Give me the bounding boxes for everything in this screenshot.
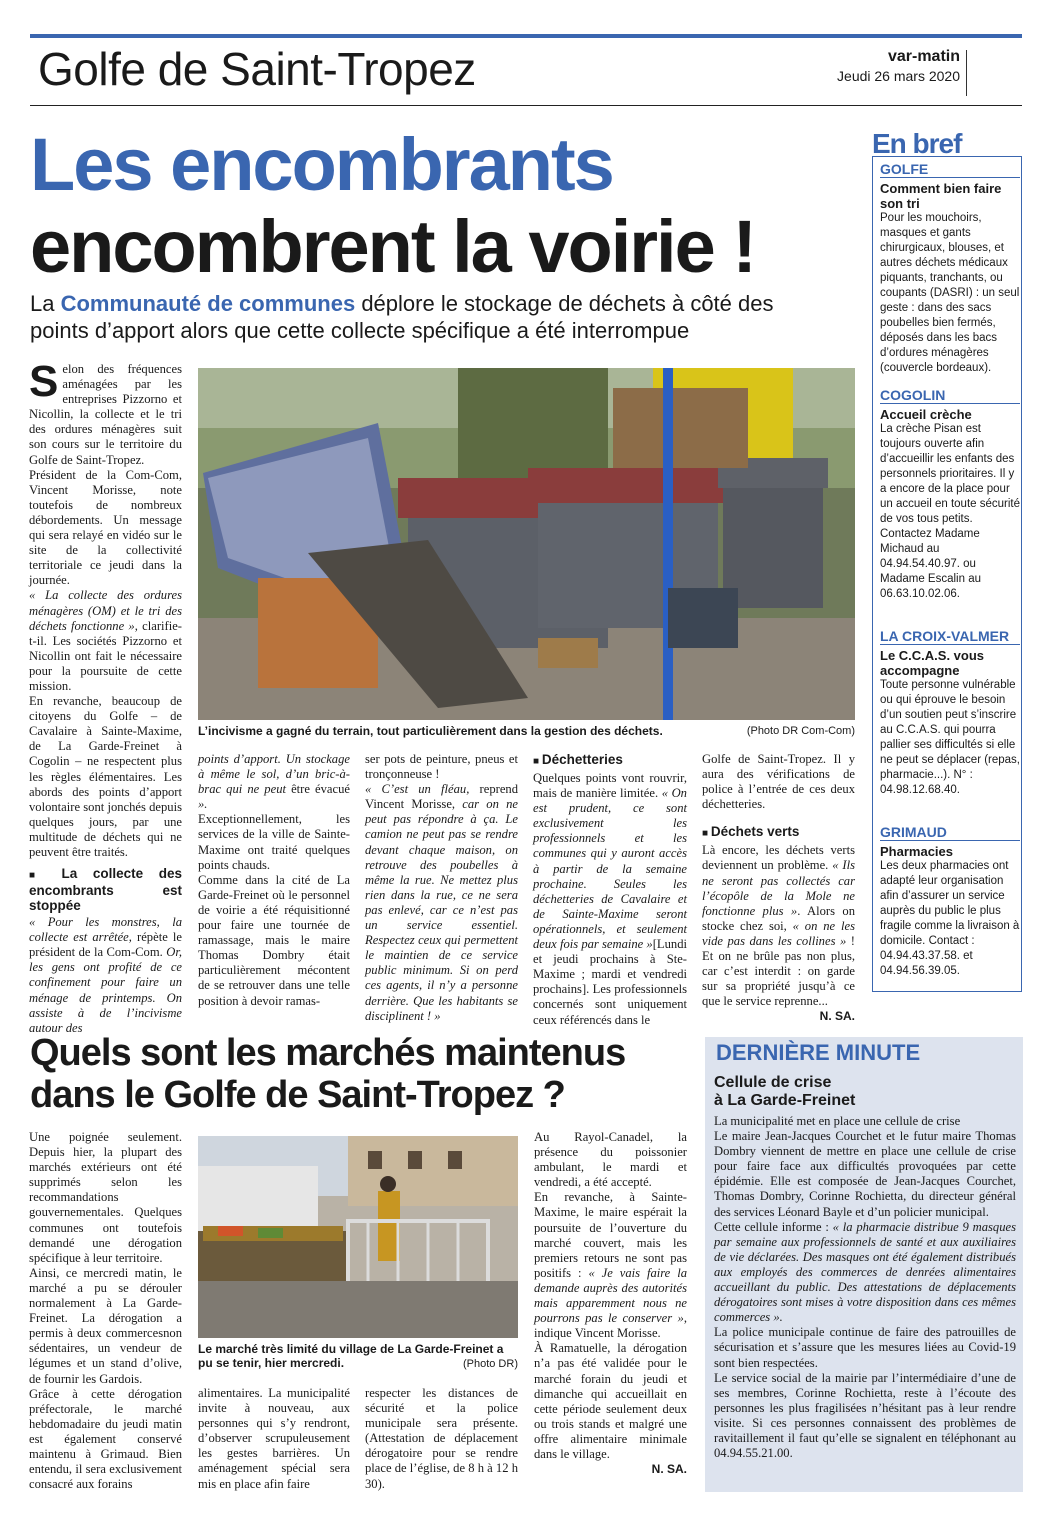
paragraph xyxy=(714,1220,1016,1326)
top-accent-bar xyxy=(30,34,1022,38)
text: [Lundi et jeudi prochains à Ste-Maxime ; mardi et vendredi prochains]. Les professionnels concernés sont uniquement ceux référencés dans le xyxy=(533,937,687,1027)
text: , indique Vincent Morisse. xyxy=(534,1311,687,1341)
text: En revanche, à Sainte-Maxime, le maire espérait la poursuite de l’ouverture du marché couvert, mais les premiers retours ne sont pas positifs : xyxy=(534,1190,687,1280)
quote: ». xyxy=(198,797,208,812)
dropcap: S xyxy=(29,357,59,406)
paragraph: ser pots de peinture, pneus et tronçonneuse ! xyxy=(365,752,518,782)
brief-title: Le C.C.A.S. vous accompagne xyxy=(880,648,985,678)
quote: car on ne peut pas répondre à ça. Le camion ne peut pas se rendre devant chaque maison, on retrouve des poubelles à même la rue. Ne mettez plus rien dans la rue, ce ne sera pas enlevé, car ce n’est pas un service essentiel. Respectez ceux qui permettent le maintien de ce service public minimum. Si on perd ces agents, il n’y a personne derrière. Que les habitants se disciplinent ! » xyxy=(365,797,518,1023)
brief-item-la-croix-valmer xyxy=(880,629,1020,798)
paragraph: elon des fréquences aménagées par les entreprises Pizzorno et Nicollin, la collecte et le tri des ordures ménagères suit son cours sur le territoire du Golfe de Saint-Tropez. xyxy=(29,362,182,467)
brief-title: Accueil crèche xyxy=(880,407,972,422)
article1-column-2 xyxy=(198,752,350,1009)
article2-column-4 xyxy=(534,1130,687,1477)
brief-item-grimaud xyxy=(880,825,1020,979)
paragraph: respecter les distances de sécurité et la police municipale sera présente. (Attestation de déplacement dérogatoire pour se rendre place de l’église, de 8 h à 12 h 30). xyxy=(365,1386,518,1491)
article2-column-2 xyxy=(198,1386,350,1492)
article1-photo-caption: L’incivisme a gagné du terrain, tout particulièrement dans la gestion des déchets. xyxy=(198,724,663,738)
article1-column-4 xyxy=(533,752,687,1028)
brief-item-cogolin xyxy=(880,388,1020,602)
article1-column-3 xyxy=(365,752,518,1024)
paragraph: Le service social de la mairie par l’intermédiaire d’une de ses membres, Corinne Rochietta, reste à l’écoute des personnes les plus fragilisées n’hésitant pas à leur rendre visite. Si ces personnes connaissent des problèmes de ravitaillement il faut qu’elle se signalent en téléphonant au 04.94.55.21.00. xyxy=(714,1370,1016,1461)
text: répète le président de la Com-Com. xyxy=(29,930,182,960)
en-bref-title: En bref xyxy=(872,128,962,159)
waste-bins-photo-illustration xyxy=(198,368,855,720)
text: , clarifie-t-il. Les sociétés Pizzorno et Nicollin ont fait le nécessaire pour la poursuite de cette mission. xyxy=(29,618,182,693)
lede-prefix: La xyxy=(30,291,61,316)
text: être évacué xyxy=(286,782,350,797)
quote: « C’est un fléau, xyxy=(365,782,470,797)
article1-photo xyxy=(198,368,855,720)
quote: « Ils ne seront pas collectés car l’écopôle de la Mole ne fonctionne plus » xyxy=(702,858,855,918)
brief-title: Pharmacies xyxy=(880,844,953,859)
article2-photo-credit: (Photo DR) xyxy=(462,1358,518,1370)
brief-title: Comment bien faire son tri xyxy=(880,181,1002,211)
article2-photo-caption: Le marché très limité du village de La Garde-Freinet a pu se tenir, hier mercredi. xyxy=(198,1342,504,1370)
paragraph: Au Rayol-Canadel, la présence du poissonier ambulant, le mardi et vendredi, a été accepté. xyxy=(534,1130,687,1190)
paragraph: Exceptionnellement, les services de la ville de Sainte-Maxime ont traité quelques points chauds. xyxy=(198,812,350,872)
article1-headline-line2: encombrent la voirie ! xyxy=(30,205,755,288)
brief-town: GOLFE xyxy=(880,162,1020,178)
lede-rest: déplore le stockage de déchets à côté des points d’apport alors que cette collecte spécifique a été interrompue xyxy=(30,291,774,343)
paragraph: Ainsi, ce mercredi matin, le marché a pu se dérouler normalement à La Garde-Freinet. La dérogation a permis à deux commercesnon sédentaires, un vendeur de légumes et un stand d’olive, de fournir les Gardois. xyxy=(29,1265,182,1386)
quote: « Je vais faire la demande auprès des autorités mais apparemment nous ne pourrons pas le conserver » xyxy=(534,1265,687,1326)
brief-body: La crèche Pisan est toujours ouverte afin d’accueillir les enfants des personnels prioritaires. Il y a encore de la place pour un accueil en toute sécurité de vos tous petits. Contactez Madame Michaud au 04.94.54.40.97. ou Madame Escalin au 06.63.10.02.06. xyxy=(880,423,1021,600)
article2-headline: Quels sont les marchés maintenus dans le Golfe de Saint-Tropez ? xyxy=(30,1032,626,1116)
text: Là encore, les déchets verts deviennent un problème. xyxy=(702,843,855,873)
paragraph xyxy=(29,588,182,694)
issue-date: Jeudi 26 mars 2020 xyxy=(837,68,960,84)
text: . Alors on stocke chez soi, xyxy=(702,903,855,933)
section-title: Golfe de Saint-Tropez xyxy=(38,43,476,95)
header-rule xyxy=(30,105,1022,106)
article1-photo-credit: (Photo DR Com-Com) xyxy=(746,725,855,737)
subheading-dechets-verts: ■ Déchets verts xyxy=(702,824,855,841)
paragraph: À Ramatuelle, la dérogation n’a pas été validée pour le marché forain du jeudi et dimanche qui accueillait en cette période seulement deux ou trois stands et malgré une offre alimentaire minimale dans le village. xyxy=(534,1341,687,1461)
article1-headline-line1: Les encombrants xyxy=(30,123,613,206)
brief-body: Toute personne vulnérable ou qui éprouve le besoin d’un soutien peut s’inscrire au C.C.A.S. qui pourra pallier ses difficultés si elle ne peut se déplacer (repas, pharmacie...). N° : 04.98.12.68.40. xyxy=(880,679,1021,796)
article2-column-1 xyxy=(29,1130,182,1492)
newspaper-brand: var-matin xyxy=(887,48,960,65)
brief-item-golfe xyxy=(880,162,1020,376)
paragraph: La municipalité met en place une cellule de crise xyxy=(714,1114,961,1128)
article2-signature: N. SA. xyxy=(651,1462,687,1477)
paragraph: En revanche, beaucoup de citoyens du Golfe – de Cavalaire à Sainte-Maxime, de La Garde-Freinet à Cogolin – ne respectent plus les règles élémentaires. Les abords des points d’apport volontaire sont jonchés depuis quelques jours, par une multitude de déchets qui ne peuvent être traités. xyxy=(29,694,182,859)
paragraph: Grâce à cette dérogation préfectorale, le marché hebdomadaire du jeudi matin est également conservé maintenu à Grimaud. Bien entendu, il sera exclusivement consacré aux forains xyxy=(29,1386,182,1492)
text: Cette cellule informe : xyxy=(714,1219,833,1234)
derniere-minute-body xyxy=(714,1114,1016,1461)
paragraph: Le maire Jean-Jacques Courchet et le futur maire Thomas Dombry viennent de mettre en place une cellule de crise pour faire face aux difficultés provoquées par cette épidémie. Elle est composée de Jean-Jacques Courchet, Thomas Dombry, Corinne Rochietta, du directeur général des services Léonard Bayle et d’un policier municipal. xyxy=(714,1129,1016,1219)
brief-town: LA CROIX-VALMER xyxy=(880,629,1020,645)
paragraph xyxy=(198,752,350,812)
quote: « la pharmacie distribue 9 masques par semaine aux professionnels de santé et aux auxiliaires de vie déclarées. Des masques ont été également distribués aux employés des commerces de denrées alimentaires accueillant du public. Des attestations de déplacements dérogatoires sont mises à votre disposition dans ces mêmes commerces ». xyxy=(714,1219,1016,1325)
derniere-minute-label: DERNIÈRE MINUTE xyxy=(716,1040,921,1065)
quote: « La collecte des ordures ménagères (OM) et le tri des déchets fonctionne » xyxy=(29,588,182,633)
title-line-2: à La Garde-Freinet xyxy=(714,1092,856,1109)
article2-photo xyxy=(198,1136,518,1338)
paragraph xyxy=(29,915,182,1036)
text: Quelques points vont rouvrir, mais de manière limitée. xyxy=(533,771,687,801)
paragraph: Golfe de Saint-Tropez. Il y aura des vérifications de police à l’entrée de ces deux déchetteries. xyxy=(702,752,855,812)
header-divider xyxy=(966,50,967,96)
title-line-1: Cellule de crise xyxy=(714,1074,832,1091)
paragraph: alimentaires. La municipalité invite à nouveau, aux personnes qui s’y rendront, d’observer scrupuleusement les gestes barrières. Un aménagement spécial sera mis en place afin faire xyxy=(198,1386,350,1491)
paragraph xyxy=(534,1190,687,1341)
lede-highlight: Communauté de communes xyxy=(60,291,356,316)
quote: « on ne les vide pas dans les collines » xyxy=(702,918,855,948)
derniere-minute-title xyxy=(714,1074,855,1110)
article1-column-1 xyxy=(29,357,182,1036)
article1-column-5 xyxy=(702,752,855,1025)
brief-body: Pour les mouchoirs, masques et gants chirurgicaux, blouses, et autres déchets médicaux piquants, tranchants, ou coupants (DASRI) : un seul geste : dans des sacs poubelles bien fermés, déposés dans les bacs d’ordures ménagères (couvercle bordeaux). xyxy=(880,212,1020,374)
text: ! Et on ne brûle pas non plus, car c’est interdit : on garde sur sa propriété jusqu’à ce que le service reprenne... xyxy=(702,933,856,1009)
paragraph: La police municipale continue de faire des patrouilles de sécurisation et s’assure que les mesures liées au Covid-19 sont bien respectées. xyxy=(714,1325,1016,1370)
paragraph xyxy=(702,843,855,1009)
paragraph xyxy=(533,771,687,1028)
article1-lede xyxy=(30,290,830,344)
article1-signature: N. SA. xyxy=(819,1009,855,1024)
paragraph: Comme dans la cité de La Garde-Freinet où le personnel de voirie a été réquisitionné pour faire une tournée de ramassage, mais le maire Thomas Dombry était particulièrement mécontent de se retrouver dans une telle position à devoir ramas- xyxy=(198,872,350,1008)
paragraph xyxy=(365,782,518,1024)
subheading-dechetteries: ■ Déchetteries xyxy=(533,752,687,769)
paragraph: Président de la Com-Com, Vincent Morisse, note toutefois de nombreux débordements. Un message qui sera relayé en vidéo sur le site de la collectivité territoriale ce jeudi dans la journée. xyxy=(29,467,182,588)
brief-town: COGOLIN xyxy=(880,388,1020,404)
brief-town: GRIMAUD xyxy=(880,825,1020,841)
quote: « Pour les monstres, la collecte est arrêtée, xyxy=(29,915,182,945)
quote: « On est prudent, ce sont exclusivement les professionnels et les communes qui y auront accès à partir de la semaine prochaine. Seules les déchetteries de Cavalaire et de Sainte-Maxime seront opérationnels, et seulement deux fois par semaine » xyxy=(533,786,687,952)
market-photo-illustration xyxy=(198,1136,518,1338)
text: reprend Vincent Morisse, xyxy=(365,782,519,812)
paragraph: Une poignée seulement. Depuis hier, la plupart des marchés extérieurs ont été supprimés selon les recommandations gouvernementales. Quelques communes ont toutefois demandé une dérogation spécifique à leur territoire. xyxy=(29,1130,182,1265)
subheading-collecte: ■ La collecte des encombrants est stoppée xyxy=(29,866,182,913)
brief-body: Les deux pharmacies ont adapté leur organisation afin d’assurer un service auprès du public le plus fragile comme la livraison à domicile. Contact : 04.94.43.37.58. et 04.94.56.39.05. xyxy=(880,860,1020,977)
quote: points d’apport. Un stockage à même le sol, d’un bric-à-brac qui ne peut xyxy=(198,752,350,797)
article2-column-3 xyxy=(365,1386,518,1492)
quote: Or, les gens ont profité de ce confinement pour faire un ménage de printemps. On assiste à de l’incivisme autour des xyxy=(29,945,182,1035)
